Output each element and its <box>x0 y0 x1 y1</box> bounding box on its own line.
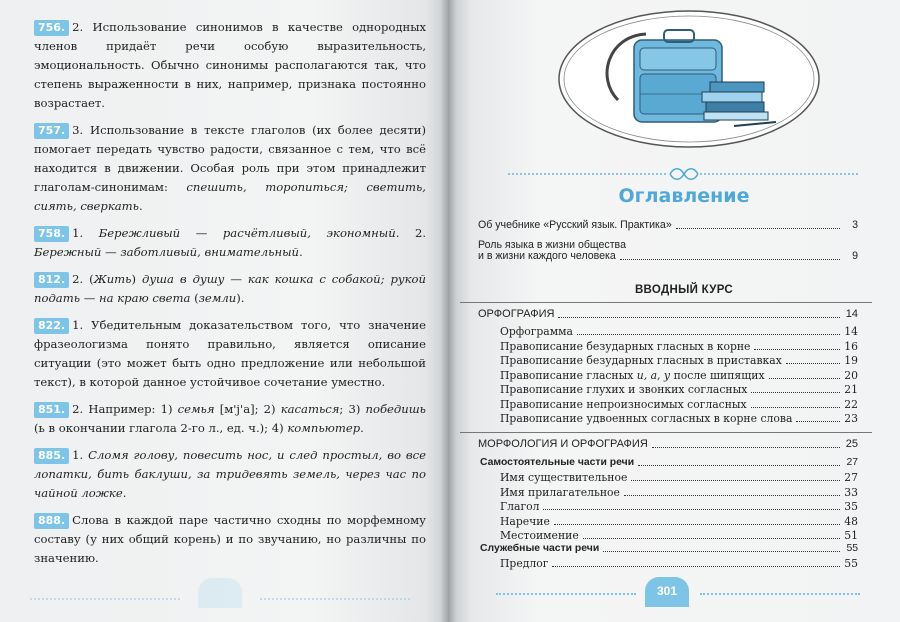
answer-text: ) <box>131 272 142 286</box>
answer-item <box>34 270 426 308</box>
answers-list <box>34 18 426 576</box>
answer-text: 1. <box>72 448 89 462</box>
answer-item <box>34 400 426 438</box>
toc-entry-role[interactable] <box>478 249 858 264</box>
toc-entry-page: 22 <box>844 397 858 411</box>
toc-subchapter-label: Служебные части речи <box>480 543 600 554</box>
answer-text: Бережный <box>34 245 102 259</box>
toc-leader <box>638 465 840 466</box>
toc-leader <box>796 421 840 422</box>
toc-entry-label: Правописание безударных гласных в корне <box>500 339 751 353</box>
toc-entry-about[interactable] <box>478 218 858 233</box>
answer-text: Бережливый <box>98 226 181 240</box>
answer-text: (ь в окончании глагола 2-го л., ед. ч.); 4) <box>34 421 288 435</box>
toc-entry[interactable] <box>500 324 858 339</box>
toc-leader <box>624 495 840 496</box>
answer-item <box>34 121 426 216</box>
answer-text: . <box>360 421 364 435</box>
answer-number-badge: 822. <box>34 318 69 334</box>
left-footer-dots <box>30 598 180 602</box>
answer-text: касаться <box>280 402 340 416</box>
toc-entry-page: 9 <box>852 250 858 262</box>
right-footer-dots-right <box>700 593 860 595</box>
answer-number-badge: 888. <box>34 513 69 529</box>
toc-title: Оглавление <box>618 185 750 207</box>
toc-entry[interactable] <box>500 353 858 368</box>
answer-text: . <box>138 199 143 213</box>
toc-leader <box>543 509 840 510</box>
answer-text: спешить, торопиться; светить, сиять, сверкать <box>34 180 426 213</box>
toc-entry-label: Предлог <box>500 557 549 570</box>
toc-leader <box>676 228 840 229</box>
answer-text: . <box>299 245 303 259</box>
answer-text: душа в душу <box>141 272 225 286</box>
toc-leader <box>769 378 840 379</box>
toc-chapter-label: ОРФОГРАФИЯ <box>478 308 555 320</box>
section-title-intro-course: ВВОДНЫЙ КУРС <box>634 284 734 296</box>
toc-leader <box>603 551 840 552</box>
section-rule <box>460 302 872 303</box>
answer-item <box>34 316 426 392</box>
toc-entry-page: 19 <box>844 354 858 367</box>
toc-entry[interactable] <box>500 556 858 571</box>
answer-text: Слова в каждой паре частично сходны по морфемному составу (у них общий корень) и по звучанию, но различны по значению. <box>34 513 426 565</box>
toc-entry-label-part: Правописание гласных <box>500 368 637 382</box>
toc-leader <box>751 407 840 408</box>
toc-entry-page: 14 <box>845 308 858 320</box>
toc-entry-label: Правописание удвоенных согласных в корне слова <box>500 412 793 425</box>
toc-entry-page: 3 <box>852 219 858 231</box>
toc-leader <box>786 363 840 364</box>
answer-text: заботливый, внимательный <box>120 245 299 259</box>
toc-entry[interactable] <box>500 397 858 412</box>
toc-entry-page: 23 <box>844 412 858 425</box>
toc-entry-label: Орфограмма <box>500 325 573 338</box>
toc-entry[interactable] <box>500 339 858 354</box>
toc-entry-page: 48 <box>844 514 858 528</box>
book-spine <box>440 0 456 622</box>
toc-entry-label: Наречие <box>500 514 550 528</box>
toc-chapter-orthography[interactable] <box>478 307 858 322</box>
toc-entry[interactable] <box>500 485 858 500</box>
answer-item <box>34 224 426 262</box>
toc-entry-page: 27 <box>846 457 858 468</box>
toc-leader <box>631 480 840 481</box>
toc-subchapter-label: Самостоятельные части речи <box>480 457 635 468</box>
answer-item <box>34 446 426 503</box>
answer-number-badge: 812. <box>34 272 69 288</box>
toc-entry-page: 33 <box>844 485 858 499</box>
toc-entry[interactable] <box>500 411 858 426</box>
toc-entry-label: Правописание глухих и звонких согласных <box>500 383 748 396</box>
toc-entry-label-part: после шипящих <box>670 368 765 382</box>
toc-entry-page: 25 <box>845 438 858 450</box>
answer-text: 2. Например: 1) <box>72 402 178 416</box>
page-number: 301 <box>645 577 689 607</box>
answer-text: — <box>180 226 223 240</box>
answer-item <box>34 511 426 568</box>
answer-text: компьютер <box>287 421 361 435</box>
toc-entry-page: 55 <box>844 557 858 570</box>
toc-entry-label: Имя прилагательное <box>500 485 620 499</box>
toc-leader <box>558 317 840 318</box>
answer-text: — <box>80 291 99 305</box>
toc-leader <box>583 538 840 539</box>
school-bag-illustration <box>556 8 822 150</box>
answer-number-badge: 851. <box>34 402 69 418</box>
answer-number-badge: 885. <box>34 448 69 464</box>
answer-text: Жить <box>93 272 132 286</box>
toc-leader <box>620 259 840 260</box>
toc-entry[interactable] <box>500 382 858 397</box>
toc-entry-label: Местоимение <box>500 529 579 542</box>
section-rule <box>460 432 872 433</box>
toc-entry[interactable] <box>500 499 858 514</box>
toc-subchapter-auxiliary[interactable] <box>480 541 858 556</box>
answer-text: — <box>101 245 121 259</box>
answer-number-badge: 758. <box>34 226 69 242</box>
toc-entry-page: 51 <box>844 529 858 542</box>
toc-leader <box>652 447 840 448</box>
toc-entry-label: Об учебнике «Русский язык. Практика» <box>478 219 672 231</box>
toc-entry-label: Правописание непроизносимых согласных <box>500 397 747 411</box>
toc-chapter-morphology[interactable] <box>478 437 858 452</box>
toc-entry-label: Имя существительное <box>500 471 628 484</box>
answer-text: 2. ( <box>72 272 94 286</box>
answer-text: [м'j'а]; 2) <box>214 402 281 416</box>
answer-text: 1. Убедительным доказательством того, что значение фразеологизма понято правильно, является описание ситуации (это может быть одно предложение или небольшой текст), в которой данное устойчивое сочетание уместно. <box>34 318 426 389</box>
toc-subchapter-independent[interactable] <box>480 455 858 470</box>
answer-number-badge: 757. <box>34 123 69 139</box>
toc-entry-page: 16 <box>844 339 858 353</box>
toc-entry-label: Глагол <box>500 500 540 513</box>
toc-entry-page: 55 <box>846 543 858 554</box>
toc-entry-label <box>500 368 765 383</box>
toc-entry-page: 20 <box>844 368 858 382</box>
toc-entry-label: Роль языка в жизни общества <box>478 239 626 251</box>
answer-text: ). <box>236 291 245 305</box>
toc-entry-label-part: и, а, у <box>636 368 671 382</box>
answer-text: 3. Использование в тексте глаголов (их более десяти) помогает передать чувство радости, связанное с тем, что всё находится в движении. Особая роль при этом принадлежит глаголам-синонимам: <box>34 123 426 194</box>
toc-entry-page: 35 <box>844 500 858 513</box>
answer-text: как кошка с собакой; рукой подать <box>34 272 426 305</box>
answer-text: ; 3) <box>339 402 366 416</box>
left-page <box>0 0 448 622</box>
toc-entry[interactable] <box>500 368 858 383</box>
toc-entry-page: 14 <box>844 325 858 338</box>
left-page-number-tab <box>198 578 242 608</box>
toc-entry[interactable] <box>500 470 858 485</box>
answer-text: 1. <box>72 226 99 240</box>
left-footer-dots-right <box>260 598 410 602</box>
answer-text: земли <box>198 291 237 305</box>
answer-text: . 2. <box>395 226 427 240</box>
answer-text: ( <box>190 291 199 305</box>
right-footer-dots-left <box>496 593 636 595</box>
answer-text: — <box>224 272 248 286</box>
toc-leader <box>754 349 840 350</box>
answer-number-badge: 756. <box>34 20 69 36</box>
toc-entry-label: Правописание безударных гласных в приставках <box>500 354 782 367</box>
toc-leader <box>577 334 840 335</box>
answer-text: . <box>122 486 127 500</box>
toc-leader <box>554 524 840 525</box>
toc-leader <box>552 566 840 567</box>
toc-chapter-label: МОРФОЛОГИЯ И ОРФОГРАФИЯ <box>478 438 648 450</box>
answer-text: Сломя голову, повесить нос, и след простыл, во все лопатки, бить баклуши, за тридевять земель, через час по чайной ложке <box>34 448 426 500</box>
answer-text: семья <box>177 402 215 416</box>
answer-text: 2. Использование синонимов в качестве однородных членов придаёт речи особую выразительность, эмоциональность. Обычно синонимы располагаются так, что степень выраженности в них, например, признака постоянно возрастает. <box>34 20 426 110</box>
toc-entry[interactable] <box>500 514 858 529</box>
ornament-divider <box>508 165 860 181</box>
answer-item <box>34 18 426 113</box>
answer-text: расчётливый, экономный <box>222 226 396 240</box>
toc-leader <box>751 392 840 393</box>
answer-text: победишь <box>365 402 426 416</box>
toc-entry-page: 21 <box>844 383 858 396</box>
answer-text: на краю света <box>98 291 191 305</box>
toc-entry-page: 27 <box>844 471 858 484</box>
toc-entry-label: и в жизни каждого человека <box>478 250 616 262</box>
